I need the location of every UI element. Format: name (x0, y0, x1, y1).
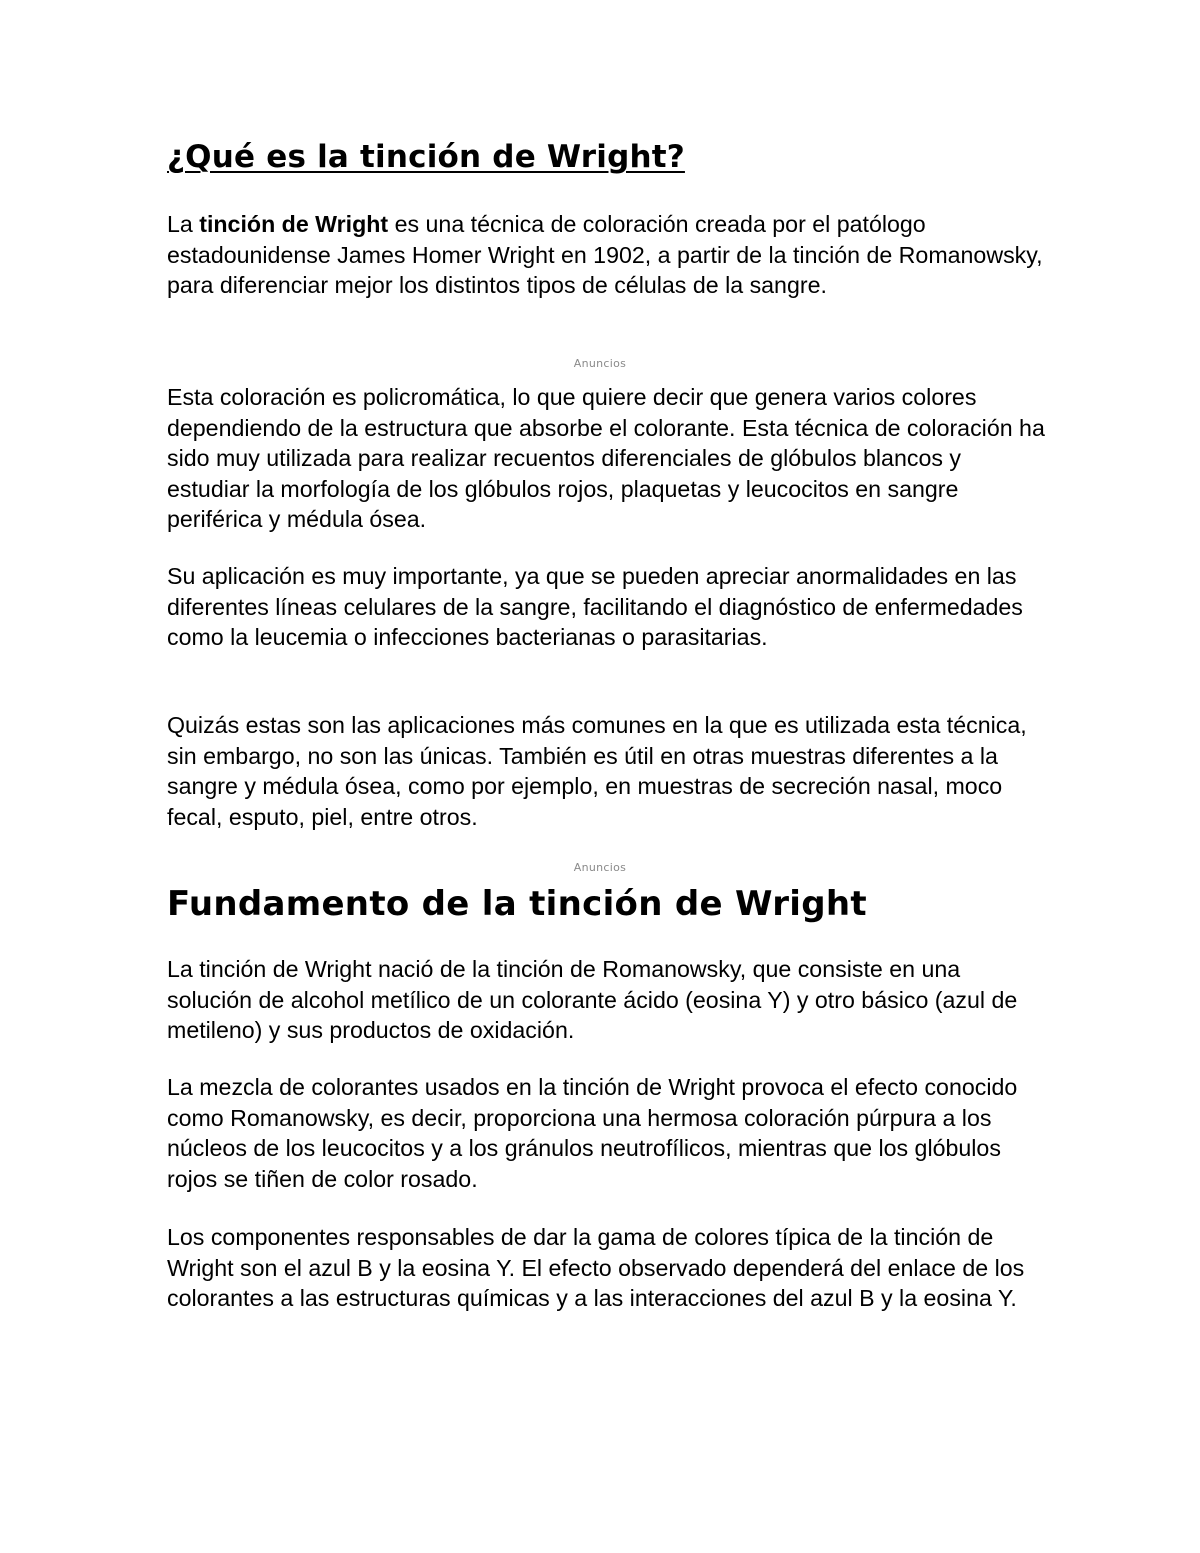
ad-label: Anuncios (573, 861, 627, 874)
paragraph-otras-muestras: Quizás estas son las aplicaciones más comunes en la que es utilizada esta técnica, sin embargo, no son las únicas. También es útil en otras muestras diferentes a la sangre y médula ósea, como por ejemplo, en muestras de secreción nasal, moco fecal, esputo, piel, entre otros. (167, 712, 1027, 830)
intro-paragraph (167, 209, 1047, 301)
intro-text-rest: es una técnica de coloración creada por el patólogo estadounidense James Homer Wright en 1902, a partir de la tinción de Romanowsky, para diferenciar mejor los distintos tipos de células de la sangre. (167, 211, 1043, 298)
paragraph-componentes: Los componentes responsables de dar la gama de colores típica de la tinción de Wright son el azul B y la eosina Y. El efecto observado dependerá del enlace de los colorantes a las estructuras químicas y a las interacciones del azul B y la eosina Y. (167, 1224, 1025, 1311)
ad-label: Anuncios (573, 357, 627, 370)
paragraph-mezcla-colorantes: La mezcla de colorantes usados en la tinción de Wright provoca el efecto conocido como Romanowsky, es decir, proporciona una hermosa coloración púrpura a los núcleos de los leucocitos y a los gránulos neutrofílicos, mientras que los glóbulos rojos se tiñen de color rosado. (167, 1074, 1018, 1192)
paragraph-aplicacion: Su aplicación es muy importante, ya que se pueden apreciar anormalidades en las diferentes líneas celulares de la sangre, facilitando el diagnóstico de enfermedades como la leucemia o infecciones bacterianas o parasitarias. (167, 563, 1023, 650)
paragraph-policromatica: Esta coloración es policromática, lo que quiere decir que genera varios colores dependiendo de la estructura que absorbe el colorante. Esta técnica de coloración ha sido muy utilizada para realizar recuentos diferenciales de glóbulos blancos y estudiar la morfología de los glóbulos rojos, plaquetas y leucocitos en sangre periférica y médula ósea. (167, 384, 1045, 532)
intro-text-start: La (167, 211, 200, 237)
intro-bold-term: tinción de Wright (199, 211, 389, 237)
section-title-que-es: ¿Qué es la tinción de Wright? (167, 139, 685, 175)
section-title-fundamento: Fundamento de la tinción de Wright (167, 884, 867, 924)
paragraph-romanowsky: La tinción de Wright nació de la tinción de Romanowsky, que consiste en una solución de alcohol metílico de un colorante ácido (eosina Y) y otro básico (azul de metileno) y sus productos de oxidación. (167, 956, 1018, 1043)
